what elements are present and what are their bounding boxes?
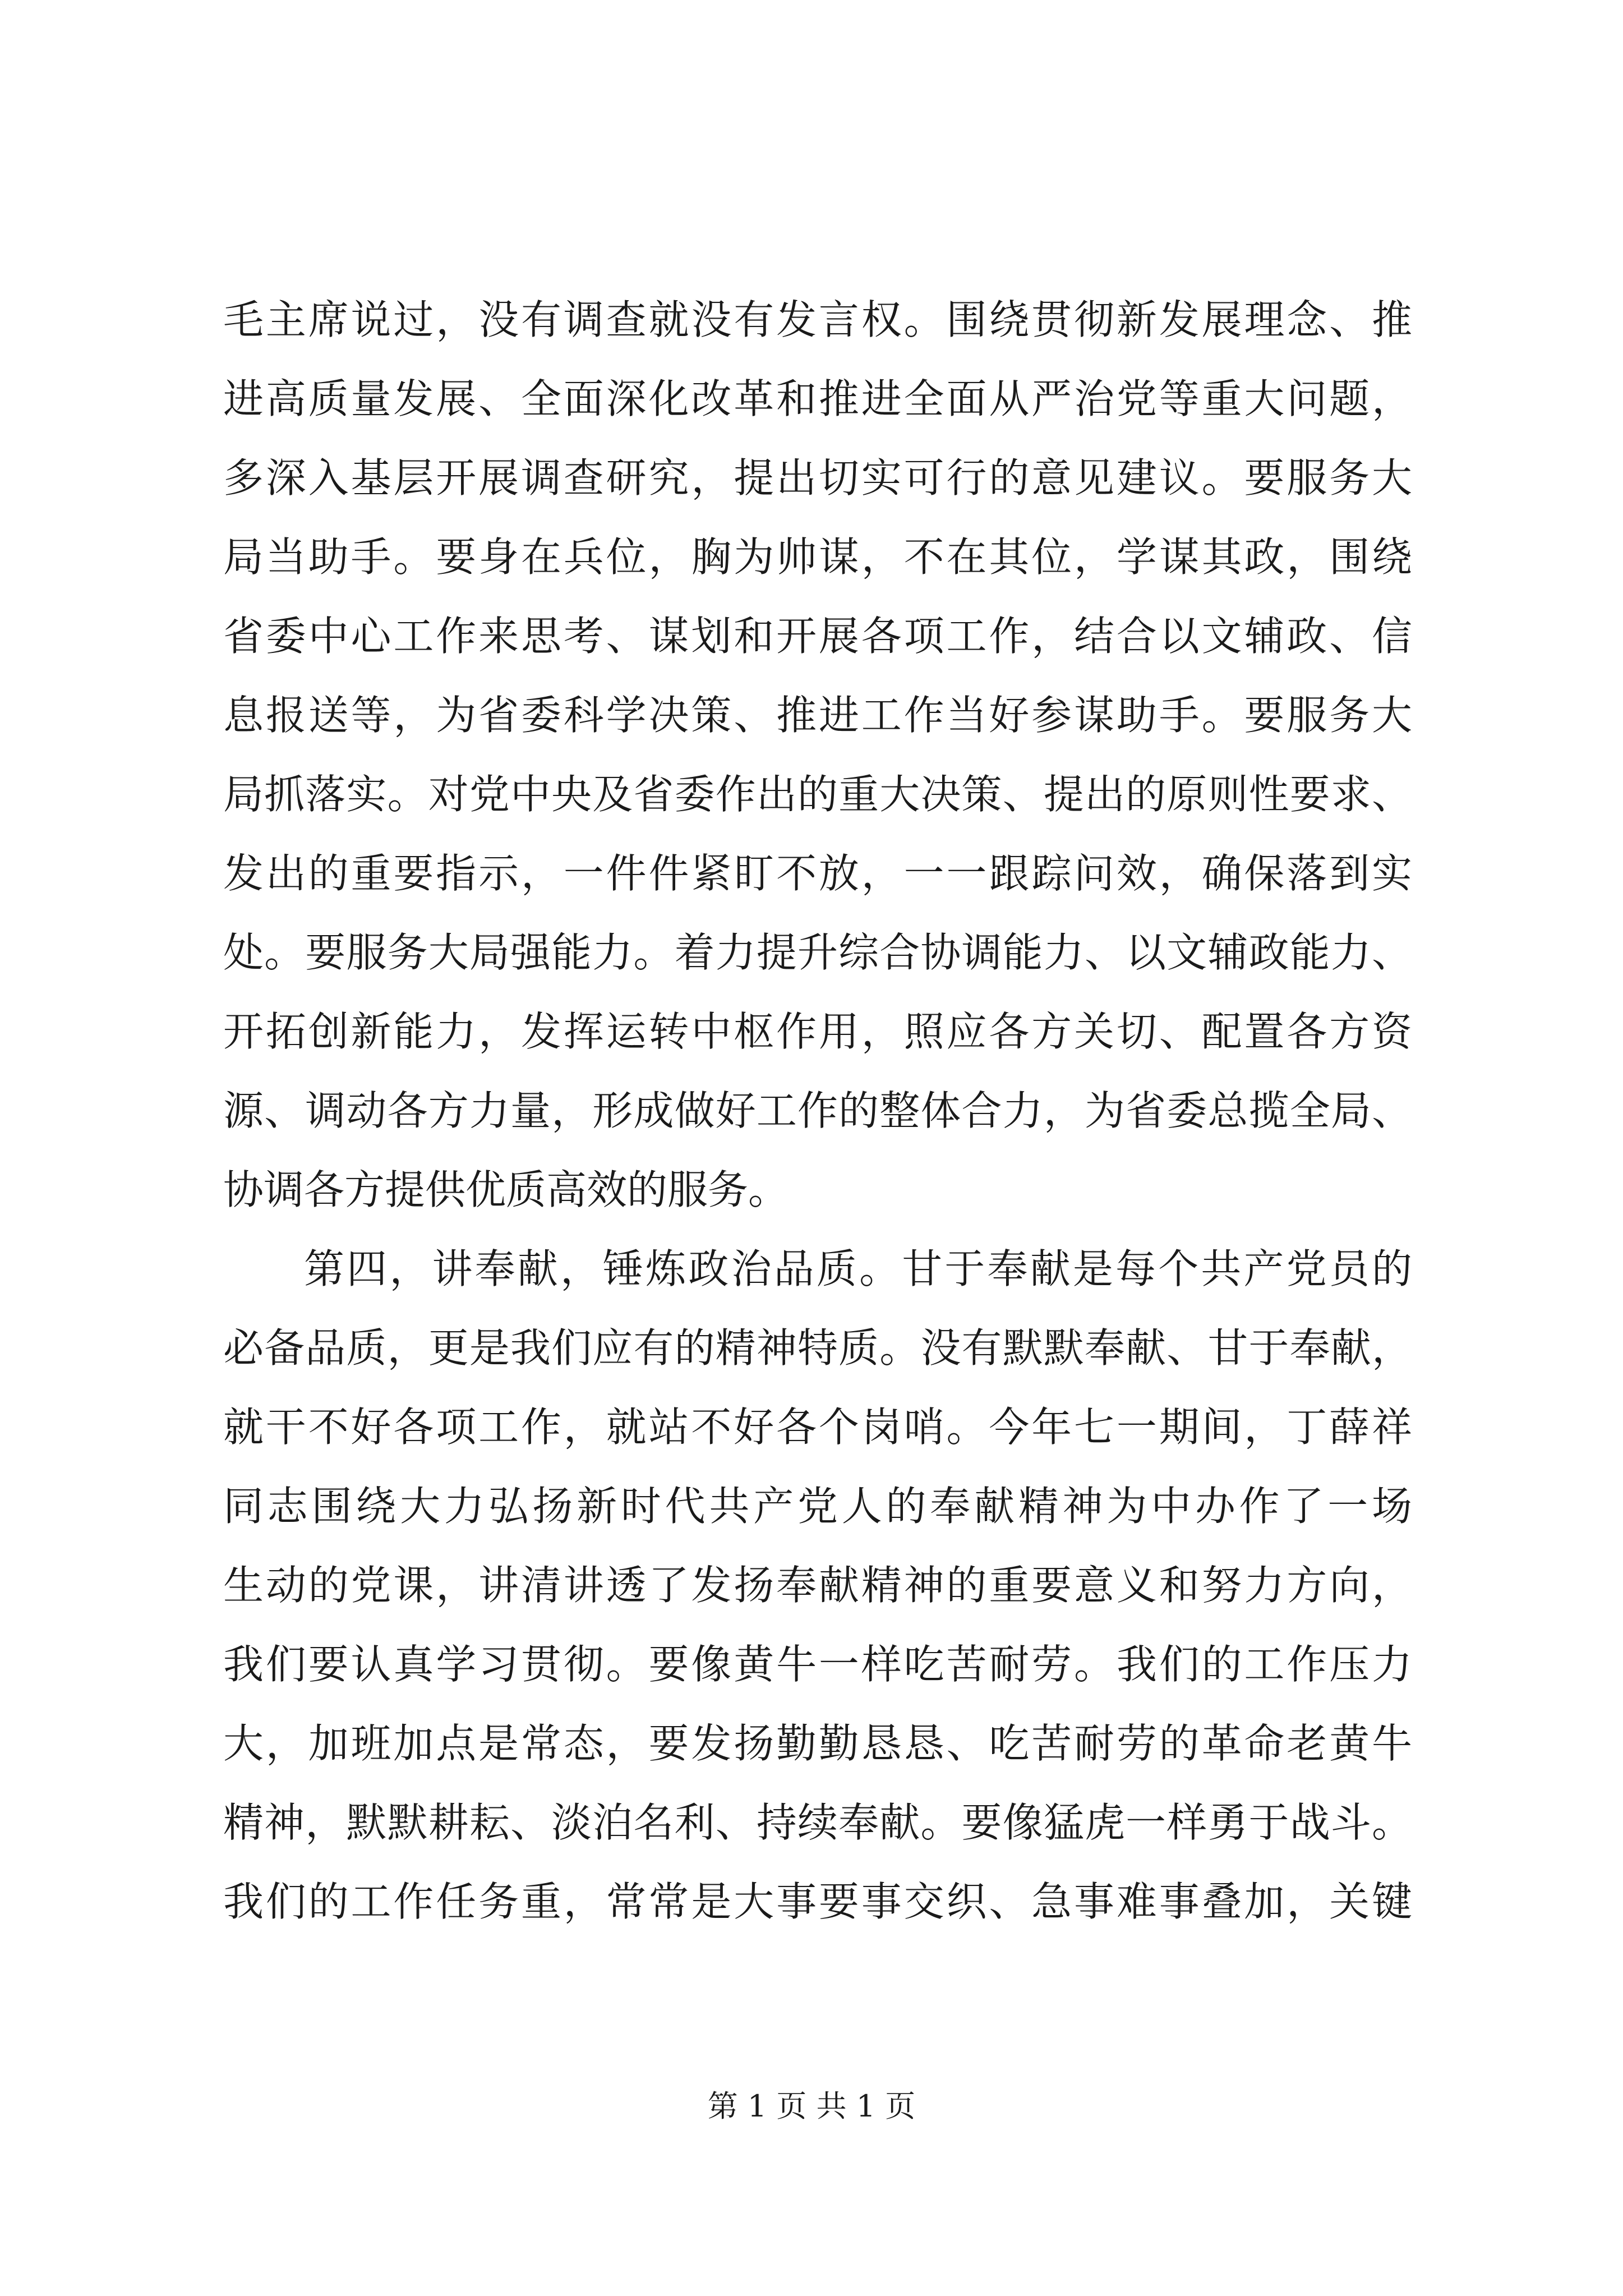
text-line: 多深入基层开展调查研究，提出切实可行的意见建议。要服务大 [223, 454, 1412, 501]
text-line: 毛主席说过，没有调查就没有发言权。围绕贯彻新发展理念、推 [223, 296, 1412, 343]
text-line: 局当助手。要身在兵位，胸为帅谋，不在其位，学谋其政，围绕 [223, 533, 1412, 581]
page-footer: 第 1 页 共 1 页 [707, 2088, 916, 2124]
text-line: 同志围绕大力弘扬新时代共产党人的奉献精神为中办作了一场 [223, 1483, 1412, 1530]
paragraph-start-line: 第四，讲奉献，锤炼政治品质。甘于奉献是每个共产党员的 [304, 1245, 1412, 1292]
text-line: 进高质量发展、全面深化改革和推进全面从严治党等重大问题， [223, 375, 1412, 422]
text-line: 源、调动各方力量，形成做好工作的整体合力，为省委总揽全局、 [223, 1087, 1412, 1134]
text-line: 我们的工作任务重，常常是大事要事交织、急事难事叠加，关键 [223, 1878, 1412, 1925]
text-line: 局抓落实。对党中央及省委作出的重大决策、提出的原则性要求、 [223, 771, 1412, 818]
text-line: 大，加班加点是常态，要发扬勤勤恳恳、吃苦耐劳的革命老黄牛 [223, 1720, 1412, 1767]
text-line: 生动的党课，讲清讲透了发扬奉献精神的重要意义和努力方向， [223, 1562, 1412, 1609]
text-line: 必备品质，更是我们应有的精神特质。没有默默奉献、甘于奉献， [223, 1324, 1412, 1372]
text-line: 发出的重要指示，一件件紧盯不放，一一跟踪问效，确保落到实 [223, 850, 1412, 897]
text-line: 省委中心工作来思考、谋划和开展各项工作，结合以文辅政、信 [223, 613, 1412, 660]
text-line: 协调各方提供优质高效的服务。 [223, 1166, 789, 1213]
text-line: 就干不好各项工作，就站不好各个岗哨。今年七一期间，丁薛祥 [223, 1404, 1412, 1451]
text-line: 开拓创新能力，发挥运转中枢作用，照应各方关切、配置各方资 [223, 1008, 1412, 1055]
text-line: 息报送等，为省委科学决策、推进工作当好参谋助手。要服务大 [223, 692, 1412, 739]
body-text [223, 280, 1412, 1941]
text-line: 我们要认真学习贯彻。要像黄牛一样吃苦耐劳。我们的工作压力 [223, 1641, 1412, 1688]
text-line: 处。要服务大局强能力。着力提升综合协调能力、以文辅政能力、 [223, 929, 1412, 976]
text-line: 精神，默默耕耘、淡泊名利、持续奉献。要像猛虎一样勇于战斗。 [223, 1799, 1412, 1846]
